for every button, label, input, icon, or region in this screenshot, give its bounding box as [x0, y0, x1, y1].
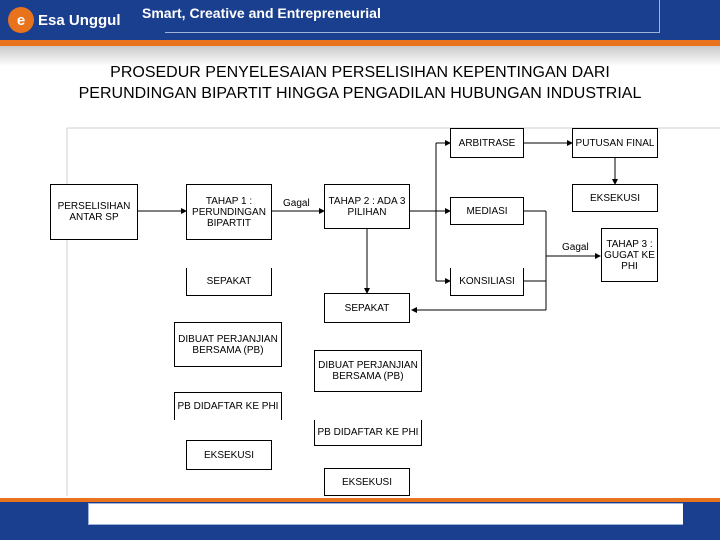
box-tahap-3: TAHAP 3 : GUGAT KE PHI — [601, 228, 658, 282]
box-perselisihan-antar-sp: PERSELISIHAN ANTAR SP — [50, 184, 138, 240]
box-putusan-final: PUTUSAN FINAL — [572, 128, 658, 158]
slide-title-line-2: PERUNDINGAN BIPARTIT HINGGA PENGADILAN HUBUNGAN INDUSTRIAL — [78, 85, 642, 102]
box-pb-didaftar-mid: PB DIDAFTAR KE PHI — [314, 420, 422, 446]
box-konsiliasi: KONSILIASI — [450, 268, 524, 296]
box-pb-didaftar-left: PB DIDAFTAR KE PHI — [174, 392, 282, 420]
footer-accent — [0, 498, 720, 502]
box-pb-mid: DIBUAT PERJANJIAN BERSAMA (PB) — [314, 350, 422, 392]
slide-title-line-1: PROSEDUR PENYELESAIAN PERSELISIHAN KEPENTINGAN DARI — [110, 64, 610, 81]
box-mediasi: MEDIASI — [450, 197, 524, 225]
box-eksekusi-mid: EKSEKUSI — [324, 468, 410, 496]
box-eksekusi-right: EKSEKUSI — [572, 184, 658, 212]
box-eksekusi-left: EKSEKUSI — [186, 440, 272, 470]
box-sepakat-left: SEPAKAT — [186, 268, 272, 296]
footer-block — [683, 503, 720, 525]
label-gagal-tahap-1: Gagal — [283, 198, 310, 209]
logo-text: Esa Unggul — [38, 11, 121, 29]
box-sepakat-mid: SEPAKAT — [324, 293, 410, 323]
footer-panel — [88, 503, 685, 525]
label-gagal-tahap-2: Gagal — [562, 242, 589, 253]
box-tahap-2: TAHAP 2 : ADA 3 PILIHAN — [324, 184, 410, 229]
box-arbitrase: ARBITRASE — [450, 128, 524, 158]
box-tahap-1: TAHAP 1 : PERUNDINGAN BIPARTIT — [186, 184, 272, 240]
box-pb-left: DIBUAT PERJANJIAN BERSAMA (PB) — [174, 322, 282, 367]
logo-mark: e — [8, 7, 34, 33]
tagline: Smart, Creative and Entrepreneurial — [142, 5, 381, 21]
